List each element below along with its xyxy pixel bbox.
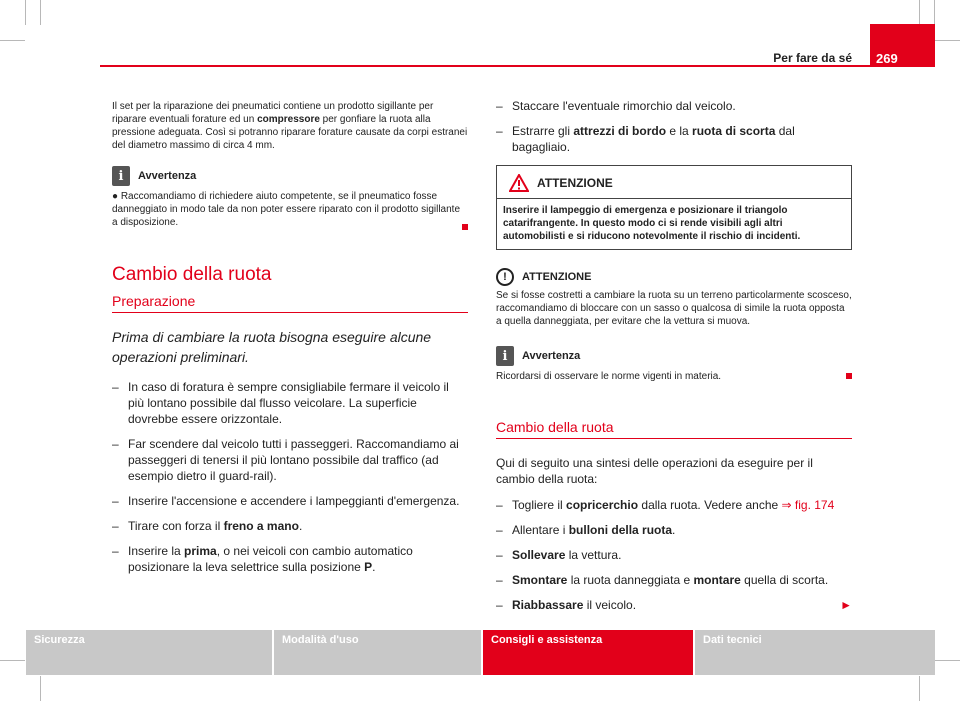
list-item: – Togliere il copricerchio dalla ruota. Vedere anche ⇒ fig. 174 [496,497,852,513]
caution-icon: ! [496,268,514,286]
warning-triangle-icon [509,174,529,192]
list-item: – Sollevare la vettura. [496,547,852,563]
chapter-heading: Cambio della ruota [112,264,272,285]
steps-list-bottom [496,497,852,613]
list-item: – Far scendere dal veicolo tutti i passeggeri. Raccomandiamo ai passeggeri di tenersi il più lontano possibile dal traffico (ad esempio dietro il guard-rail). [112,436,468,484]
list-item: – Inserire l'accensione e accendere i lampeggianti d'emergenza. [112,493,468,509]
header-rule [100,65,935,67]
list-item: – Tirare con forza il freno a mano. [112,518,468,534]
list-item: – In caso di foratura è sempre consigliabile fermare il veicolo il più lontano possibile dal flusso veicolare. La superficie dovrebbe essere orizzontale. [112,379,468,427]
end-marker [846,373,852,379]
steps-list [112,379,468,575]
section-title: Per fare da sé [773,51,852,65]
figure-link[interactable]: ⇒ fig. 174 [781,498,835,512]
caution-text: Se si fosse costretti a cambiare la ruota su un terreno particolarmente scosceso, raccomandiamo di bloccare con un sasso o qualcosa di simile la ruota opposta a quella danneggiata, per evitare che la vettura si muova. [496,290,852,327]
note-title: Avvertenza [138,169,197,182]
list-item: – Smontare la ruota danneggiata e montare quella di scorta. [496,572,852,588]
list-item: – Riabbassare il veicolo. ► [496,597,852,613]
end-marker [462,224,468,230]
list-item: – Estrarre gli attrezzi di bordo e la ruota di scorta dal bagagliaio. [496,123,852,155]
note-text: Ricordarsi di osservare le norme vigenti in materia. [496,370,852,383]
note-header [496,346,852,366]
continue-arrow-icon: ► [840,598,852,612]
right-column [496,98,852,622]
footer-tab-dati[interactable]: Dati tecnici [695,630,935,675]
info-icon: i [112,166,130,186]
subheading: Cambio della ruota [496,421,852,439]
lead-text: Prima di cambiare la ruota bisogna eseguire alcune operazioni preliminari. [112,329,432,365]
list-item: – Allentare i bulloni della ruota. [496,522,852,538]
left-column [112,100,468,584]
footer-tab-modalita[interactable]: Modalità d'uso [274,630,481,675]
note-text: ● Raccomandiamo di richiedere aiuto competente, se il pneumatico fosse danneggiato in modo tale da non poter essere riparato con il prodotto sigillante a disposizione. [112,191,461,228]
note-title: Avvertenza [522,349,581,362]
caution-title: ATTENZIONE [522,270,592,283]
intro-paragraph: Qui di seguito una sintesi delle operazioni da eseguire per il cambio della ruota: [496,456,813,486]
warning-title: ATTENZIONE [537,175,613,190]
list-item: – Staccare l'eventuale rimorchio dal veicolo. [496,98,852,114]
footer-tab-consigli[interactable]: Consigli e assistenza [483,630,693,675]
warning-header [497,166,851,199]
warning-text: Inserire il lampeggio di emergenza e posizionare il triangolo catarifrangente. In questo modo ci si rende visibili agli altri automobilisti e si riducono notevolmente il rischio di incidenti. [503,205,801,242]
steps-list-top [496,98,852,155]
intro-paragraph: Il set per la riparazione dei pneumatici contiene un prodotto sigillante per riparare eventuali forature ed un compressore per gonfiare la ruota alla pressione adeguata. Così si potranno riparare forature causate da corpi estranei del diametro massimo di circa 4 mm. [112,101,468,151]
info-icon: i [496,346,514,366]
caution-header [496,268,852,286]
note-header [112,166,468,186]
subheading: Preparazione [112,295,468,313]
list-item: – Inserire la prima, o nei veicoli con cambio automatico posizionare la leva selettrice sulla posizione P. [112,543,468,575]
footer-tab-sicurezza[interactable]: Sicurezza [26,630,272,675]
warning-box [496,165,852,250]
page-number: 269 [870,24,935,67]
